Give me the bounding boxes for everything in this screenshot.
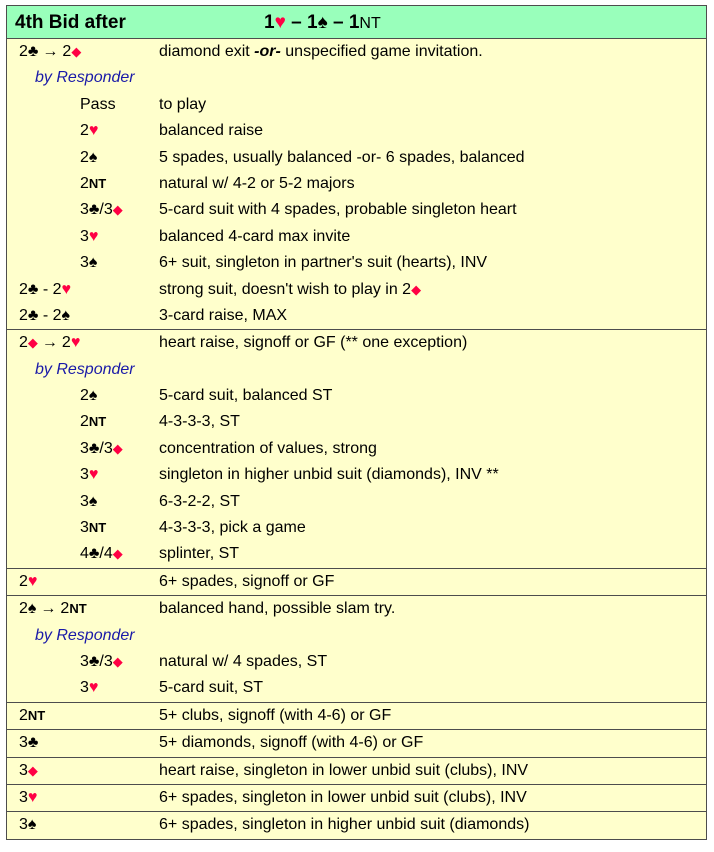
- bid-cell: [19, 596, 87, 622]
- bid-cell: [19, 330, 80, 356]
- description-cell: [159, 758, 528, 784]
- text: 2: [62, 43, 72, 60]
- heart-icon: ♥: [88, 122, 99, 140]
- text: 2: [19, 334, 28, 352]
- text: 6+ spades, signoff or GF: [159, 572, 335, 590]
- text: 2: [80, 122, 89, 140]
- text: 3: [19, 761, 28, 779]
- description-cell: [159, 596, 395, 622]
- club-icon: ♣: [88, 545, 100, 563]
- text: to play: [159, 95, 207, 113]
- spade-icon: ♠: [88, 387, 98, 405]
- bid-group: [7, 758, 706, 785]
- text: 3: [80, 201, 89, 219]
- description-cell: [159, 224, 350, 250]
- table-row: [7, 785, 706, 811]
- description-cell: [159, 39, 483, 65]
- text: balanced raise: [159, 122, 264, 140]
- text: 5 spades, usually balanced -or- 6 spades, balanced: [159, 148, 525, 166]
- diamond-icon: ◆: [112, 546, 123, 562]
- club-icon: ♣: [27, 306, 39, 324]
- text: heart raise, singleton in lower unbid suit (clubs), INV: [159, 761, 529, 779]
- diamond-icon: ◆: [112, 653, 123, 669]
- table-row: [7, 596, 706, 622]
- description-cell: [159, 541, 239, 567]
- description-cell: [159, 785, 527, 811]
- text: 3: [19, 816, 28, 834]
- bid-cell: [80, 462, 98, 488]
- table-row: [7, 39, 706, 65]
- bid-cell: [19, 730, 38, 756]
- arrow-icon: →: [42, 43, 59, 60]
- heart-icon: ♥: [27, 788, 38, 806]
- arrow-icon: →: [41, 334, 58, 352]
- table-row: [7, 675, 706, 701]
- seq-dash-2: –: [332, 12, 344, 33]
- bid-cell: [80, 541, 123, 567]
- text: natural w/ 4-2 or 5-2 majors: [159, 174, 355, 192]
- description-cell: [159, 649, 327, 675]
- table-row: [7, 303, 706, 329]
- text: natural w/ 4 spades, ST: [159, 652, 328, 670]
- notrump-label: NT: [27, 707, 46, 723]
- heart-icon: ♥: [88, 679, 99, 697]
- diamond-icon: ◆: [112, 440, 123, 456]
- responder-label: by Responder: [35, 360, 135, 378]
- table-row: [7, 649, 706, 675]
- table-row: [7, 277, 706, 303]
- text: 3: [19, 788, 28, 806]
- emphasis-text: -or-: [254, 43, 281, 60]
- description-cell: [159, 250, 487, 276]
- table-row: [7, 171, 706, 197]
- club-icon: ♣: [88, 652, 100, 670]
- description-cell: [159, 277, 421, 303]
- text: /3: [99, 439, 113, 457]
- text: 2: [80, 148, 89, 166]
- description-cell: [159, 812, 529, 838]
- description-cell: [159, 462, 499, 488]
- bid-group: [7, 330, 706, 569]
- table-row: [7, 224, 706, 250]
- text: heart raise, signoff or GF (** one exception): [159, 334, 468, 352]
- text: 2: [19, 306, 28, 324]
- table-row: [7, 730, 706, 756]
- table-row: [7, 118, 706, 144]
- bid-cell: [80, 118, 98, 144]
- bid-cell: [19, 39, 81, 65]
- club-icon: ♣: [88, 201, 100, 219]
- table-row: [7, 758, 706, 784]
- text: /3: [99, 201, 113, 219]
- bid-cell: [19, 703, 45, 729]
- description-cell: [159, 197, 517, 223]
- notrump-label: NT: [88, 175, 107, 191]
- description-cell: [159, 569, 334, 595]
- text: 3: [80, 254, 89, 272]
- bid-cell: [80, 489, 97, 515]
- bid-cell: [80, 224, 98, 250]
- responder-label: by Responder: [35, 69, 135, 87]
- bid-group: [7, 39, 706, 330]
- club-icon: ♣: [27, 280, 39, 298]
- text: 3: [80, 466, 89, 484]
- text: 5-card suit, ST: [159, 679, 264, 697]
- seq-level-1: 1: [264, 12, 275, 33]
- text: balanced hand, possible slam try.: [159, 600, 396, 618]
- text: 2: [61, 334, 71, 352]
- description-cell: [159, 92, 206, 118]
- description-cell: [159, 730, 423, 756]
- bid-cell: [19, 785, 37, 811]
- table-row: [7, 462, 706, 488]
- table-header: [7, 6, 706, 39]
- seq-level-3: 1: [348, 12, 360, 33]
- table-row: [7, 541, 706, 567]
- text: 5+ diamonds, signoff (with 4-6) or GF: [159, 734, 424, 752]
- text: 4-3-3-3, ST: [159, 413, 240, 431]
- heart-icon: ♥: [70, 334, 81, 352]
- table-row: [7, 250, 706, 276]
- text: concentration of values, strong: [159, 439, 377, 457]
- header-title: 4th Bid after: [15, 12, 126, 33]
- text: 2: [19, 43, 28, 60]
- table-row: [7, 383, 706, 409]
- text: 3: [80, 439, 89, 457]
- bid-cell: [19, 569, 37, 595]
- text: /4: [99, 545, 113, 563]
- bid-cell: [80, 436, 123, 462]
- text: 6+ spades, singleton in lower unbid suit (clubs), INV: [159, 788, 527, 806]
- heart-icon: ♥: [88, 227, 99, 245]
- text: singleton in higher unbid suit (diamonds), INV **: [159, 466, 499, 484]
- text: - 2: [38, 280, 62, 298]
- description-cell: [159, 145, 525, 171]
- bid-group: [7, 812, 706, 838]
- text: 2: [19, 280, 28, 298]
- text: balanced 4-card max invite: [159, 227, 351, 245]
- spade-icon: ♠: [61, 306, 71, 324]
- bid-group: [7, 703, 706, 730]
- heart-icon: ♥: [27, 572, 38, 590]
- text: 2: [80, 413, 89, 431]
- heart-icon: ♥: [61, 280, 72, 298]
- text: 6+ suit, singleton in partner's suit (hearts), INV: [159, 254, 488, 272]
- text: unspecified game invitation.: [280, 43, 483, 60]
- description-cell: [159, 303, 287, 329]
- description-cell: [159, 703, 391, 729]
- text: - 2: [38, 306, 62, 324]
- text: 3: [80, 492, 89, 510]
- text: splinter, ST: [159, 545, 240, 563]
- responder-label-row: [7, 357, 706, 383]
- club-icon: ♣: [27, 43, 39, 60]
- spade-icon: ♠: [88, 148, 98, 166]
- description-cell: [159, 436, 377, 462]
- text: strong suit, doesn't wish to play in 2: [159, 280, 412, 298]
- table-row: [7, 812, 706, 838]
- table-row: [7, 92, 706, 118]
- text: 3: [80, 679, 89, 697]
- diamond-icon: ◆: [112, 202, 123, 218]
- responder-label: by Responder: [35, 626, 135, 644]
- responder-label-row: [7, 65, 706, 91]
- text: 6-3-2-2, ST: [159, 492, 240, 510]
- spade-icon: ♠: [317, 12, 328, 33]
- table-row: [7, 330, 706, 356]
- table-body: [7, 39, 706, 839]
- notrump-label: NT: [69, 601, 87, 617]
- table-row: [7, 409, 706, 435]
- table-row: [7, 145, 706, 171]
- description-cell: [159, 171, 355, 197]
- text: 2: [19, 572, 28, 590]
- bid-cell: [19, 758, 38, 784]
- club-icon: ♣: [27, 734, 39, 752]
- text: 4-3-3-3, pick a game: [159, 519, 306, 537]
- bid-cell: [19, 812, 36, 838]
- bid-cell: [80, 675, 98, 701]
- text: Pass: [80, 95, 116, 113]
- bid-group: [7, 730, 706, 757]
- text: 3: [19, 734, 28, 752]
- table-row: [7, 436, 706, 462]
- text: 3-card raise, MAX: [159, 306, 288, 324]
- bid-cell: [80, 145, 97, 171]
- description-cell: [159, 409, 240, 435]
- notrump-label: NT: [88, 414, 107, 430]
- bid-group: [7, 785, 706, 812]
- text: 2: [19, 706, 28, 724]
- bid-cell: [80, 197, 123, 223]
- responder-label-row: [7, 623, 706, 649]
- heart-icon: ♥: [88, 466, 99, 484]
- bid-cell: [80, 383, 97, 409]
- table-row: [7, 569, 706, 595]
- text: 3: [80, 227, 89, 245]
- bid-cell: [80, 92, 116, 118]
- description-cell: [159, 330, 467, 356]
- bidding-table: [6, 5, 707, 840]
- text: 4: [80, 545, 89, 563]
- bid-cell: [80, 250, 97, 276]
- diamond-icon: ◆: [27, 335, 38, 351]
- seq-dash-1: –: [291, 12, 302, 33]
- heart-icon: ♥: [274, 12, 286, 33]
- table-row: [7, 197, 706, 223]
- description-cell: [159, 383, 332, 409]
- bid-cell: [19, 303, 70, 329]
- text: 3: [80, 652, 89, 670]
- text: 2: [80, 174, 89, 192]
- text: 6+ spades, singleton in higher unbid suit (diamonds): [159, 816, 530, 834]
- seq-level-2: 1: [307, 12, 318, 33]
- description-cell: [159, 675, 263, 701]
- seq-notrump: NT: [359, 15, 381, 32]
- bid-group: [7, 596, 706, 703]
- club-icon: ♣: [88, 439, 100, 457]
- text: /3: [99, 652, 113, 670]
- table-row: [7, 515, 706, 541]
- spade-icon: ♠: [27, 600, 37, 618]
- spade-icon: ♠: [27, 816, 37, 834]
- description-cell: [159, 489, 240, 515]
- auction-sequence: [264, 12, 381, 34]
- bid-cell: [80, 171, 106, 197]
- text: 2: [60, 600, 70, 618]
- diamond-icon: ◆: [411, 281, 422, 297]
- spade-icon: ♠: [88, 254, 98, 272]
- text: diamond exit: [159, 43, 255, 60]
- diamond-icon: ◆: [71, 44, 82, 59]
- text: 5-card suit with 4 spades, probable singleton heart: [159, 201, 517, 219]
- bid-group: [7, 569, 706, 596]
- bid-cell: [80, 409, 106, 435]
- table-row: [7, 489, 706, 515]
- text: 5+ clubs, signoff (with 4-6) or GF: [159, 706, 392, 724]
- description-cell: [159, 515, 306, 541]
- arrow-icon: →: [40, 600, 57, 618]
- description-cell: [159, 118, 263, 144]
- table-row: [7, 703, 706, 729]
- bid-cell: [19, 277, 71, 303]
- text: 3: [80, 519, 89, 537]
- diamond-icon: ◆: [27, 762, 38, 778]
- bid-cell: [80, 515, 106, 541]
- bid-cell: [80, 649, 123, 675]
- text: 2: [80, 387, 89, 405]
- spade-icon: ♠: [88, 492, 98, 510]
- notrump-label: NT: [88, 520, 107, 536]
- text: 2: [19, 600, 28, 618]
- text: 5-card suit, balanced ST: [159, 387, 333, 405]
